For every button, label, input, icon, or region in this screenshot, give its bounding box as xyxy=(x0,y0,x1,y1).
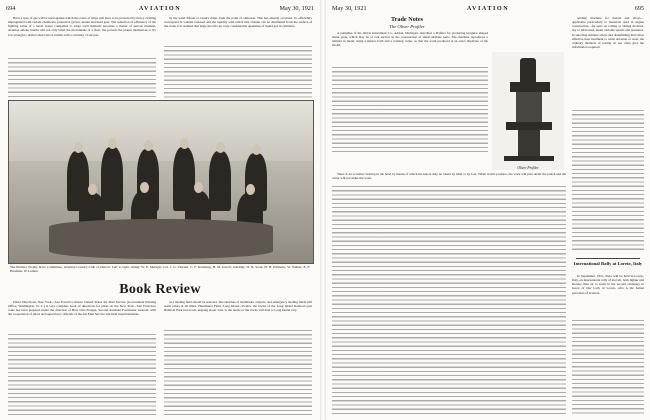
book-review-text-continued-2 xyxy=(164,330,312,416)
right-column-2-lower xyxy=(572,274,644,416)
right-column-paragraph-1: tending machine for metals and alloys—applicable particularly to materials used in engine construction—for tests on rolling or sliding motions, dry or lubricated, under variable speeds and pressures. In selecting suitable alloys and determining their most effective heat treatment to resist abrasion or wear, the ordinary methods of testing do not often give the information required. xyxy=(572,16,644,50)
trade-notes-paragraph-1: A pamphlet of the Oliver Instrument Co., Adrian, Michigan, describes a Profiler for producing irregular shaped metal parts, which may be of real service in the construction of small airplane parts. The machine reproduces a templet in metal, using a master form and a rotating cutter, so that the work produced is an exact duplicate of the model. xyxy=(332,31,488,48)
left-date: May 30, 1921 xyxy=(279,5,314,12)
book-review-heading: Book Review xyxy=(119,282,201,297)
photo-person xyxy=(209,151,231,211)
left-top-text-continued-2 xyxy=(164,46,312,98)
trade-notes-heading: Trade Notes xyxy=(390,16,424,23)
photo-person xyxy=(101,147,123,211)
book-review-paragraph-1: Pilots' Directions, New York—San Francisco Route. United States Air Mail Service (Government Printing Office, Washington, D. C.) A very complete book of directions for pilots on the New York—San Francisco route has been prepared under the direction of Hon. Otto Praeger, Second Assistant Postmaster General, with the cooperation of pilots and supervisory officials of the Air Mail Service and field superintendents. xyxy=(8,300,156,317)
left-page xyxy=(0,0,320,420)
left-page-header xyxy=(6,4,314,13)
left-journal-title: AVIATION xyxy=(138,5,182,12)
right-journal-title: AVIATION xyxy=(466,5,510,12)
left-page-number: 694 xyxy=(6,5,16,12)
committee-photograph xyxy=(8,100,314,264)
oliver-profiler-illustration xyxy=(492,52,564,170)
left-top-paragraph-1: Have a type of gas will be used against which the crews of ships will have to be protected by heavy clothing impregnated with certain chemicals, protective gloves, masks and head gear. The reduction of efficiency of the fighting value of a naval vessel compelled to adopt such methods becomes a matter of serious moment. Aviation smoke bombs will not only blind the movements of a fleet, but prevent the planes themselves to fly low enough to deliver their rain of bombs with a certainty of success. xyxy=(8,16,156,37)
oliver-profiler-subheading: The Oliver Profiler xyxy=(389,24,425,29)
right-date: May 30, 1921 xyxy=(332,5,367,12)
trade-notes-text-continued-2 xyxy=(332,186,566,416)
trade-notes-column-1 xyxy=(332,31,488,153)
left-top-text-continued xyxy=(8,58,156,98)
photo-table xyxy=(49,219,273,259)
book-review-column-2 xyxy=(164,300,312,416)
left-top-paragraph-2: by the wind fifteen or twenty miles from the point of emission. This has already occurred. To efficiently correspond in volume released and the rapidity with which this volume can be distributed from the surface of the water it is realized that large aircraft can carry considerable quantities of liquid gas in cylinders. xyxy=(164,16,312,29)
right-page xyxy=(326,0,650,420)
trade-notes-text-continued xyxy=(332,67,488,153)
photo-background-wall xyxy=(9,101,313,161)
international-rally-heading: International Rally at Loreto, Italy xyxy=(573,261,643,266)
section-divider xyxy=(576,258,640,259)
trade-notes-paragraph-2: There is an eccentric bearing in the head by means of which the knock may be raised by hand or by foot. When in this position, the work will pass under the punch and the cutter will not strike the work. xyxy=(332,172,566,181)
book-review-column-1 xyxy=(8,300,156,416)
right-page-header xyxy=(332,4,644,13)
photo-caption: The Pulitzer Trophy Race Committee, Aviation Country Club of Detroit. Left to right, sitting: W. E. Metzger, Col. J. G. Vincent, C. F. Kettering, H. M. Jewett; standing: W. B. Stout, H. H. Emmons, W. Walker, E. F. Hawkins, W. Lemon xyxy=(10,265,310,274)
machine-caption: Oliver Profiler xyxy=(517,166,539,170)
right-column-2 xyxy=(572,16,644,252)
book-review-paragraph-2: as a landing field should be selected. The sketches of landmarks, airports, and emergency landing fields will assist pilots at all times. Hazelhurst Field, Long Island—Follow the tracks of the Long Island Railroad past Belmont Park race track, keeping about 3 mi. to the north; or the tracks will lead to Long Island City. xyxy=(164,300,312,313)
left-top-column-1 xyxy=(8,16,156,98)
book-review-text-continued xyxy=(8,334,156,416)
rally-text-continued xyxy=(572,320,644,416)
right-page-number: 695 xyxy=(634,5,644,12)
rally-paragraph-1: In September, 1921, there will be held in Loreto, Italy, an international rally of aircraft, both lighter and heavier than air to assist in the second centenary in honor of Our Lady of Loreto, who is the Italian patroness of aviators. xyxy=(572,274,644,295)
trade-notes-column-1-lower xyxy=(332,172,566,416)
left-top-column-2 xyxy=(164,16,312,98)
right-column-text-continued xyxy=(572,110,644,252)
